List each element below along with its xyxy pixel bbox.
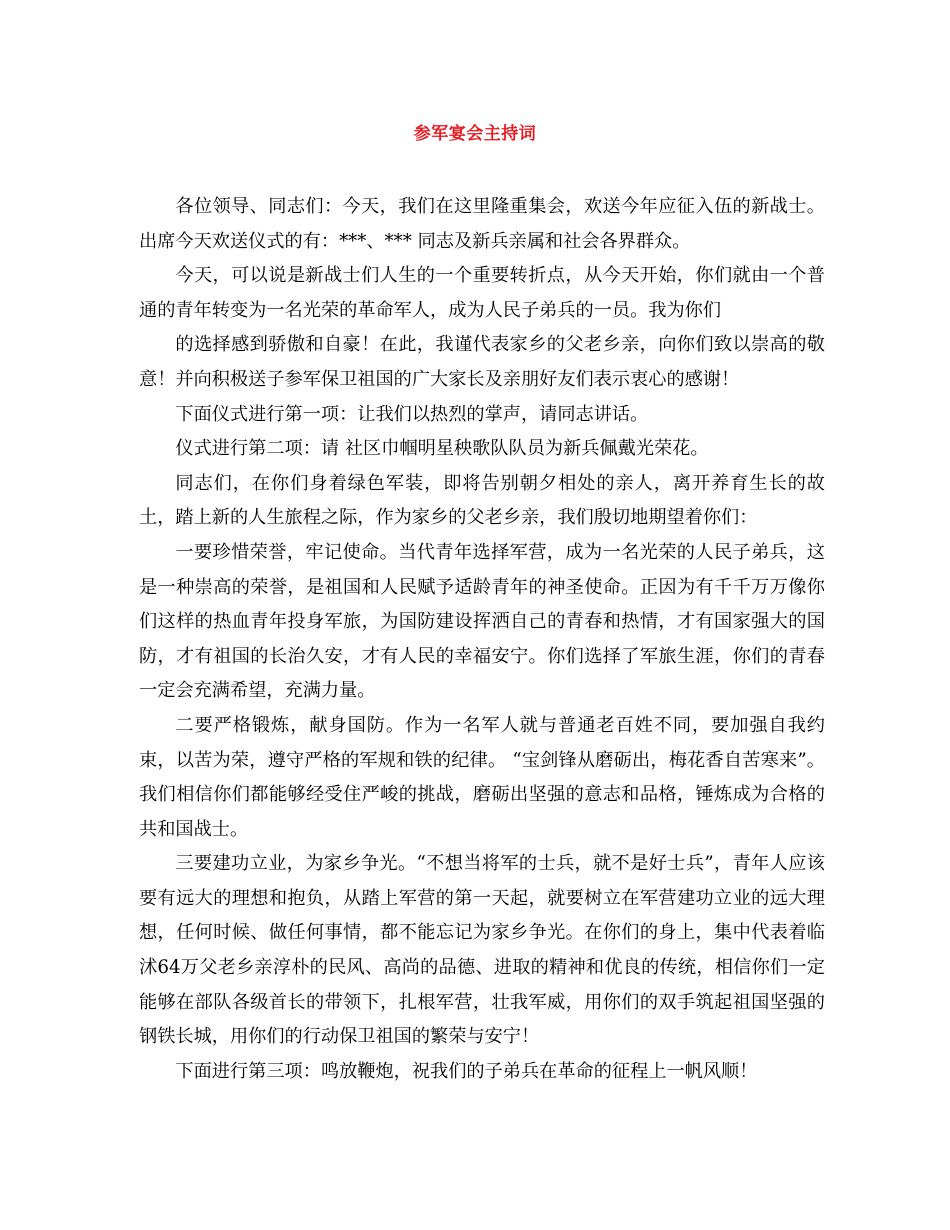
paragraph-expectations: 同志们，在你们身着绿色军装，即将告别朝夕相处的亲人，离开养育生长的故土，踏上新的人生旅程之际，作为家乡的父老乡亲，我们殷切地期望着你们：: [139, 472, 825, 529]
paragraph-turning-point: 今天，可以说是新战士们人生的一个重要转折点，从今天开始，你们就由一个普通的青年转变为一名光荣的革命军人，成为人民子弟兵的一员。我为你们: [139, 265, 825, 321]
paragraph-item-two: 仪式进行第二项：请 社区巾帼明星秧歌队队员为新兵佩戴光荣花。: [175, 438, 709, 460]
document-title: 参军宴会主持词: [413, 124, 537, 144]
paragraph-item-three: 下面进行第三项：鸣放鞭炮，祝我们的子弟兵在革命的征程上一帆风顺！: [175, 1060, 758, 1082]
paragraph-training: 二要严格锻炼，献身国防。作为一名军人就与普通老百姓不同，要加强自我约束，以苦为荣，遵守严格的军规和铁的纪律。 “宝剑锋从磨砺出，梅花香自苦寒来”。我们相信你们都能够经受住严峻的挑战，磨砺出坚强的意志和品格，锤炼成为合格的共和国战士。: [139, 714, 825, 840]
paragraph-item-one: 下面仪式进行第一项：让我们以热烈的掌声，请同志讲话。: [175, 403, 649, 425]
paragraph-pride: 的选择感到骄傲和自豪！在此，我谨代表家乡的父老乡亲，向你们致以崇高的敬意！并向积极送子参军保卫祖国的广大家长及亲朋好友们表示衷心的感谢！: [139, 334, 825, 390]
paragraph-honor: 一要珍惜荣誉，牢记使命。当代青年选择军营，成为一名光荣的人民子弟兵，这是一种崇高的荣誉，是祖国和人民赋予适龄青年的神圣使命。正因为有千千万万像你们这样的热血青年投身军旅，为国防建设挥洒自己的青春和热情，才有国家强大的国防，才有祖国的长治久安，才有人民的幸福安宁。你们选择了军旅生涯，你们的青春一定会充满希望，充满力量。: [139, 541, 825, 702]
document-body: [139, 190, 825, 1089]
paragraph-achievement: 三要建功立业，为家乡争光。“不想当将军的士兵，就不是好士兵”，青年人应该要有远大的理想和抱负，从踏上军营的第一天起，就要树立在军营建功立业的远大理想，任何时候、做任何事情，都不能忘记为家乡争光。在你们的身上，集中代表着临沭64万父老乡亲淳朴的民风、高尚的品德、进取的精神和优良的传统，相信你们一定能够在部队各级首长的带领下，扎根军营，壮我军威，用你们的双手筑起祖国坚强的钢铁长城，用你们的行动保卫祖国的繁荣与安宁！: [139, 853, 825, 1048]
paragraph-greeting: 各位领导、同志们：今天，我们在这里隆重集会，欢送今年应征入伍的新战士。出席今天欢送仪式的有：***、*** 同志及新兵亲属和社会各界群众。: [139, 196, 825, 252]
